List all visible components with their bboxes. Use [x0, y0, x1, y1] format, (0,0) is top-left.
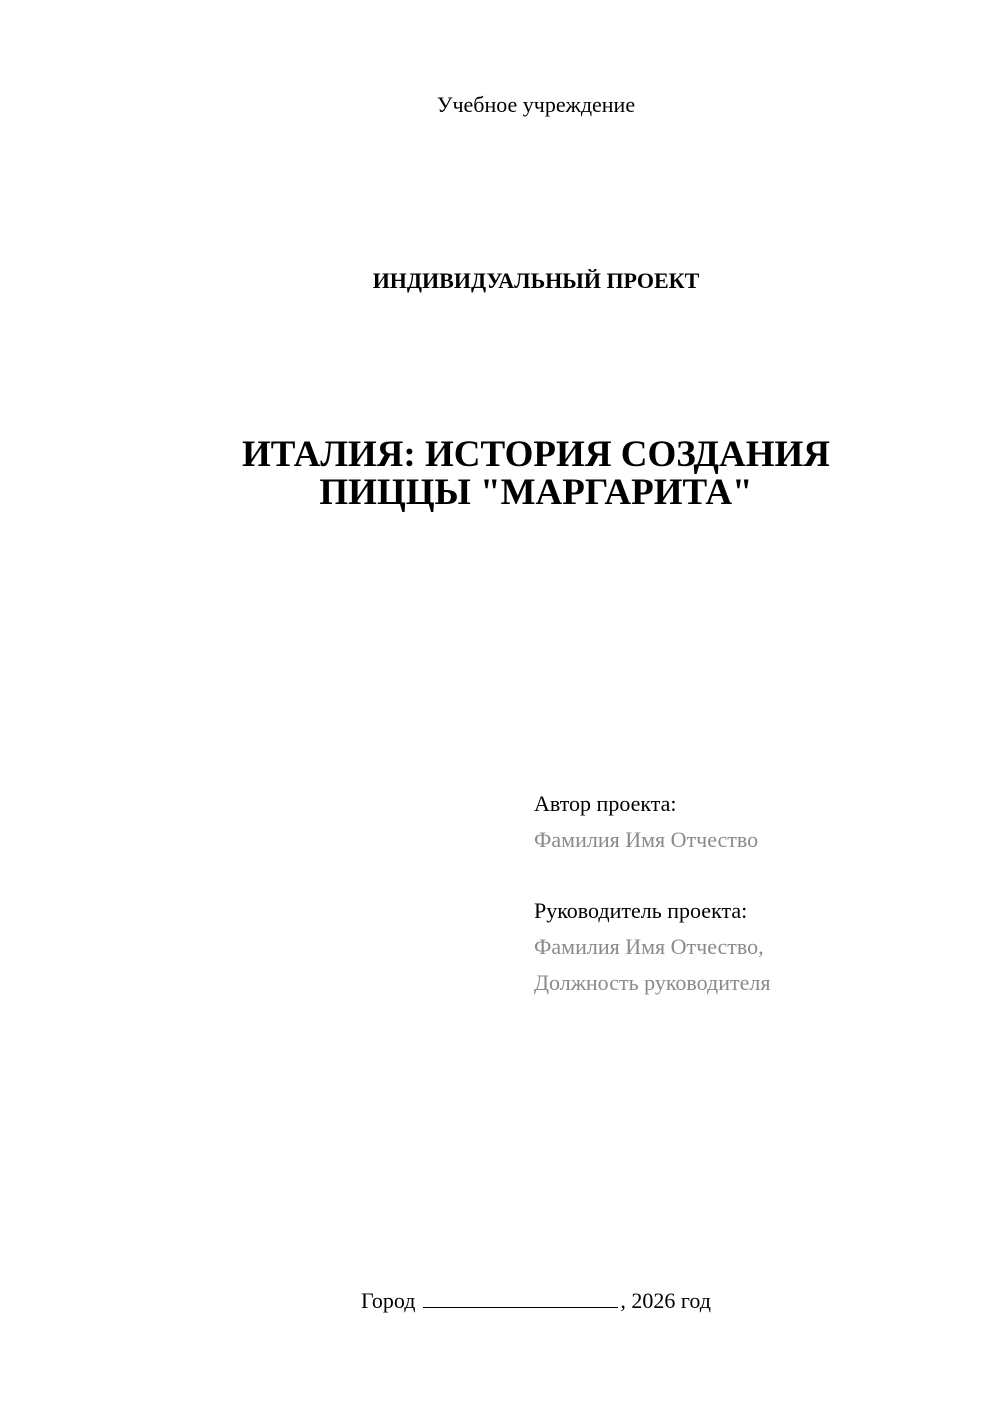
year-text: , 2026 год	[620, 1288, 711, 1313]
author-name: Фамилия Имя Отчество	[534, 827, 759, 852]
city-blank-line	[423, 1289, 618, 1308]
project-title-line-2: ПИЦЦЫ "МАРГАРИТА"	[319, 472, 753, 513]
project-type-heading: ИНДИВИДУАЛЬНЫЙ ПРОЕКТ	[372, 268, 700, 293]
supervisor-label: Руководитель проекта:	[534, 898, 748, 923]
institution-name: Учебное учреждение	[436, 92, 636, 117]
supervisor-position: Должность руководителя	[534, 970, 771, 995]
author-label: Автор проекта:	[534, 791, 677, 816]
supervisor-name: Фамилия Имя Отчество,	[534, 934, 764, 959]
project-title-line-1: ИТАЛИЯ: ИСТОРИЯ СОЗДАНИЯ	[241, 434, 831, 475]
supervisor-block	[534, 893, 770, 1001]
author-block	[534, 786, 758, 858]
project-title	[0, 436, 1000, 512]
footer-city-year	[0, 1288, 1000, 1314]
city-label: Город	[361, 1288, 416, 1313]
